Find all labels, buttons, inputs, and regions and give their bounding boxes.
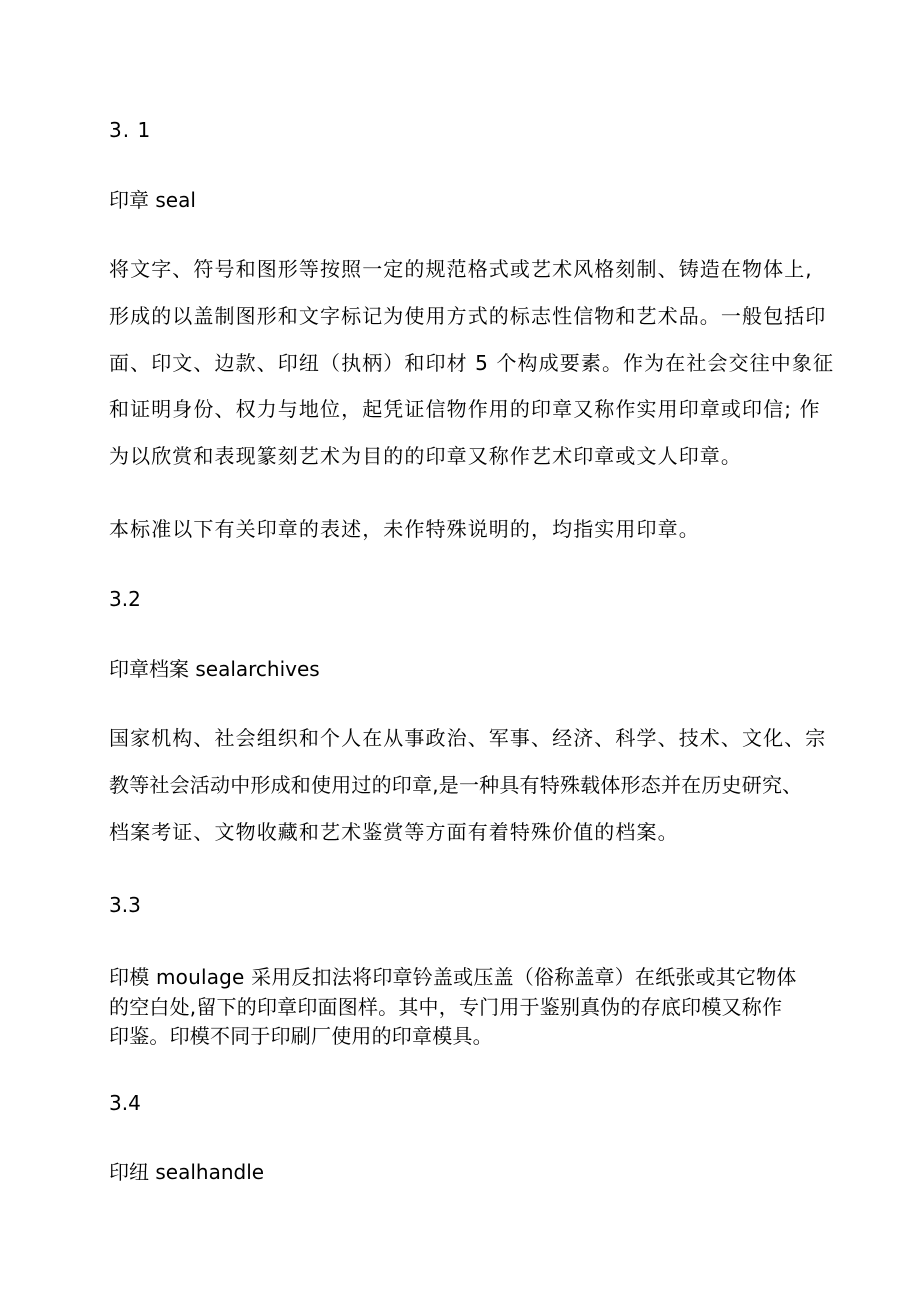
definition-line: 面、印文、边款、印纽（执柄）和印材 5 个构成要素。作为在社会交往中象征 bbox=[109, 351, 835, 375]
definition-line: 为以欣赏和表现篆刻艺术为目的的印章又称作艺术印章或文人印章。 bbox=[109, 444, 742, 468]
definition-line: 形成的以盖制图形和文字标记为使用方式的标志性信物和艺术品。一般包括印 bbox=[109, 304, 827, 328]
section-number: 3. 1 bbox=[109, 118, 152, 142]
section-number: 3.3 bbox=[109, 893, 141, 917]
definition-line: 印模 moulage 采用反扣法将印章钤盖或压盖（俗称盖章）在纸张或其它物体 bbox=[109, 965, 797, 989]
section-number: 3.2 bbox=[109, 587, 141, 611]
definition-line: 档案考证、文物收藏和艺术鉴赏等方面有着特殊价值的档案。 bbox=[109, 820, 679, 844]
term-title: 印章档案 sealarchives bbox=[109, 657, 320, 681]
note-line: 本标准以下有关印章的表述，未作特殊说明的，均指实用印章。 bbox=[109, 517, 700, 541]
definition-line: 的空白处,留下的印章印面图样。其中，专门用于鉴别真伪的存底印模又称作 bbox=[109, 995, 783, 1019]
section-number: 3.4 bbox=[109, 1091, 141, 1115]
definition-line: 将文字、符号和图形等按照一定的规范格式或艺术风格刻制、铸造在物体上, bbox=[109, 257, 813, 281]
definition-line: 印鉴。印模不同于印刷厂使用的印章模具。 bbox=[109, 1024, 493, 1048]
term-title: 印纽 sealhandle bbox=[109, 1160, 265, 1184]
definition-line: 和证明身份、权力与地位，起凭证信物作用的印章又称作实用印章或印信; 作 bbox=[109, 397, 821, 421]
term-title: 印章 seal bbox=[109, 188, 196, 212]
definition-line: 国家机构、社会组织和个人在从事政治、军事、经济、科学、技术、文化、宗 bbox=[109, 726, 827, 750]
definition-line: 教等社会活动中形成和使用过的印章,是一种具有特殊载体形态并在历史研究、 bbox=[109, 773, 803, 797]
